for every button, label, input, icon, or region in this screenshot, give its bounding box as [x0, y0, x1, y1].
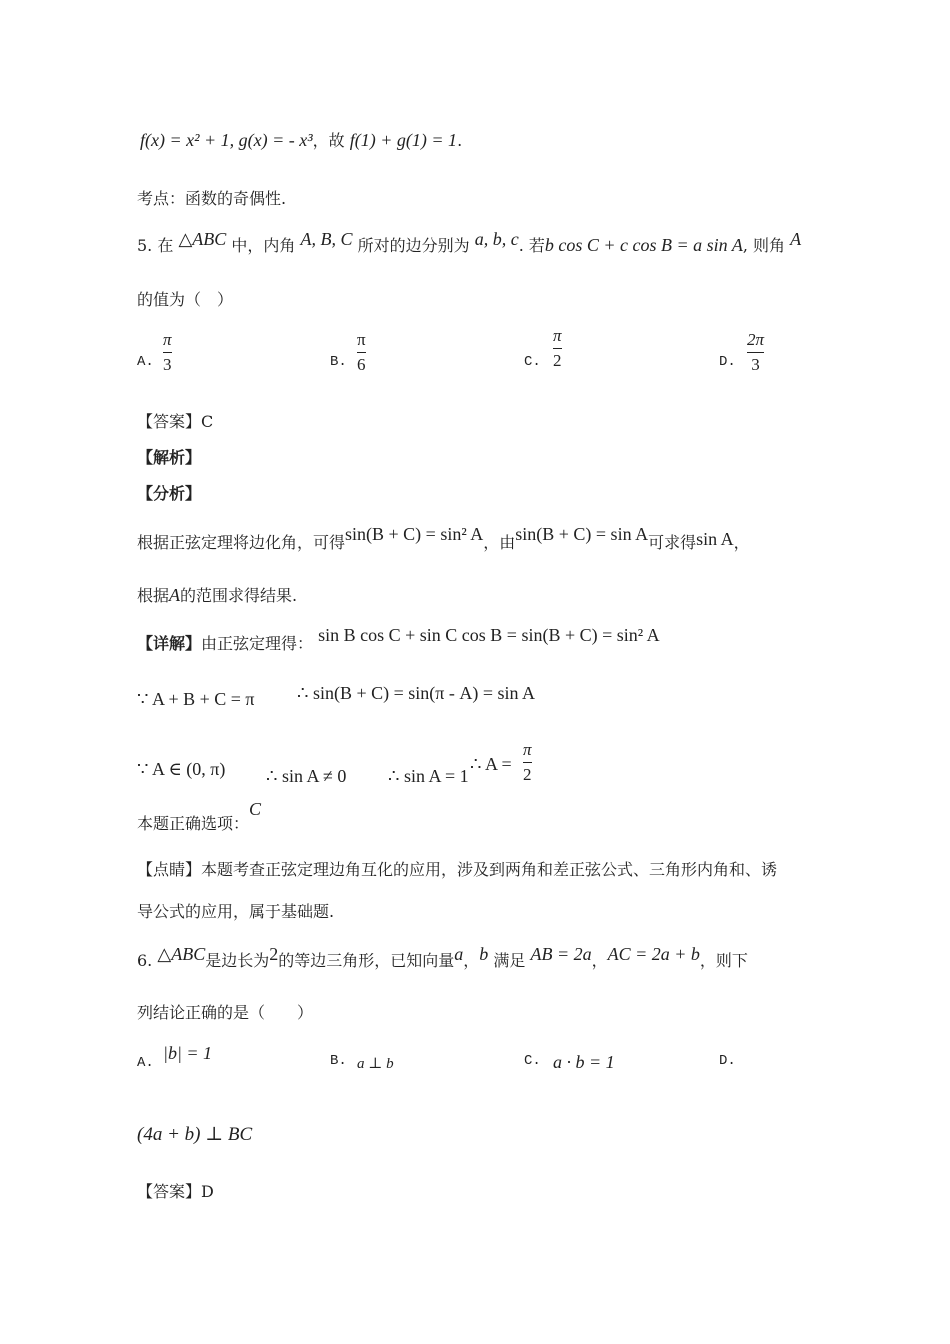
q6-number: 6. [137, 951, 153, 970]
numerator: π [553, 326, 562, 345]
q5-analysis-line-1 [137, 524, 750, 553]
q5-detail-line [137, 625, 660, 654]
dianjing-line-1: 【点睛】本题考查正弦定理边角互化的应用，涉及到两角和差正弦公式、三角形内角和、诱 [137, 860, 778, 879]
sides-abc: a, b, c [474, 229, 519, 249]
q5-fenxi-heading: 【分析】 [137, 484, 202, 503]
q6-option-b-value: a ⊥ b [357, 1056, 394, 1072]
analysis-formula-3: sin A [696, 529, 734, 549]
q6-text-3: 满足 [493, 951, 526, 970]
q6-option-a-value: |b| = 1 [163, 1043, 213, 1063]
analysis-text-4: ， [733, 533, 750, 552]
condition-equation: b cos C + c cos B = a sin A [544, 235, 743, 255]
denominator: 2 [523, 765, 532, 784]
q6-text-2: 的等边三角形，已知向量 [278, 951, 455, 970]
formula-sum: f(1) + g(1) = 1 [349, 130, 458, 150]
denominator: 3 [163, 355, 172, 374]
q5-option-d-label: D. [719, 354, 736, 370]
step-2-fraction [523, 740, 532, 785]
q5-text: 中，内角 [231, 236, 296, 255]
vector-b: b [479, 944, 489, 964]
step-2d: ∴ A = [470, 754, 512, 774]
step-1b: ∴ sin(B + C) = sin(π - A) = sin A [297, 683, 535, 703]
condition-ab: AB = 2a [530, 944, 592, 964]
step-2c: ∴ sin A = 1 [388, 766, 469, 786]
analysis-formula-2: sin(B + C) = sin A [515, 524, 649, 544]
q6-text: 是边长为 [205, 951, 270, 970]
q5-option-c-label: C. [524, 354, 541, 370]
formula-fg: f(x) = x² + 1, g(x) = - x³ [140, 130, 313, 150]
q5-stem-line-2: 的值为（ ） [137, 290, 234, 309]
q5-text-2: 所对的边分别为 [357, 236, 470, 255]
angle-A-ref: A [169, 585, 181, 605]
q5-option-c-value [553, 326, 562, 371]
analysis-formula-1: sin(B + C) = sin² A [345, 524, 484, 544]
analysis-text-5: 根据 [137, 586, 170, 605]
q6-triangle: △ABC [157, 944, 206, 964]
analysis-text: 根据正弦定理将边化角，可得 [137, 533, 346, 552]
connector-text: ，故 [312, 131, 345, 150]
numerator: π [163, 330, 172, 349]
q6-answer: 【答案】D [137, 1182, 214, 1201]
q6-option-d-expression: (4a + b) ⊥ BC [137, 1124, 253, 1145]
angles-abc: A, B, C [300, 229, 353, 249]
denominator: 3 [751, 355, 760, 374]
q5-answer: 【答案】C [137, 412, 214, 431]
denominator: 6 [357, 355, 366, 374]
q6-option-c-value: a · b = 1 [553, 1052, 615, 1072]
analysis-text-2: ，由 [483, 533, 516, 552]
q5-text-3: . 若 [518, 236, 545, 255]
q5-option-b-label: B. [330, 354, 347, 370]
q6-option-a-label: A. [137, 1055, 154, 1071]
q6-comma: ， [463, 951, 480, 970]
q5-option-a-label: A. [137, 354, 154, 370]
correct-choice-text: 本题正确选项： [137, 814, 250, 833]
detail-heading: 【详解】 [137, 634, 202, 653]
side-length: 2 [269, 944, 279, 964]
q6-comma-2: ， [591, 951, 608, 970]
vector-a: a [454, 944, 464, 964]
step-2b: ∴ sin A ≠ 0 [266, 766, 347, 786]
q5-option-b-value [357, 330, 366, 375]
q5-number: 5. 在 [137, 236, 174, 255]
q6-text-4: ，则下 [699, 951, 748, 970]
analysis-text-3: 可求得 [648, 533, 697, 552]
q5-option-a-value [163, 330, 172, 375]
q5-analysis-line-2 [137, 585, 297, 606]
step-2a: ∵ A ∈ (0, π) [137, 759, 226, 779]
q5-stem-line-1 [137, 229, 802, 256]
q5-text-4: , 则角 [742, 236, 786, 255]
dianjing-line-2: 导公式的应用，属于基础题. [137, 902, 335, 921]
numerator: π [523, 740, 532, 759]
formula-line-1 [140, 130, 462, 151]
numerator: 2π [747, 330, 765, 349]
kaodian-text: 考点：函数的奇偶性. [137, 189, 287, 208]
period: . [457, 131, 463, 150]
analysis-text-6: 的范围求得结果. [180, 586, 298, 605]
q6-option-d-label: D. [719, 1053, 736, 1069]
q6-stem-line-2: 列结论正确的是（ ） [137, 1003, 314, 1022]
angle-A: A [790, 229, 802, 249]
q5-option-d-value [747, 330, 764, 375]
correct-choice-value: C [249, 799, 262, 819]
step-1a: ∵ A + B + C = π [137, 689, 255, 709]
detail-formula: sin B cos C + sin C cos B = sin(B + C) = sin² A [318, 625, 660, 645]
detail-text: 由正弦定理得： [201, 634, 314, 653]
numerator: π [357, 330, 366, 349]
triangle-abc: △ABC [178, 229, 227, 249]
q6-option-c-label: C. [524, 1053, 541, 1069]
q6-stem-line-1 [137, 944, 748, 971]
correct-choice-line [137, 799, 262, 834]
condition-ac: AC = 2a + b [607, 944, 700, 964]
q5-jiexi-heading: 【解析】 [137, 448, 202, 467]
denominator: 2 [553, 351, 562, 370]
q6-option-b-label: B. [330, 1053, 347, 1069]
